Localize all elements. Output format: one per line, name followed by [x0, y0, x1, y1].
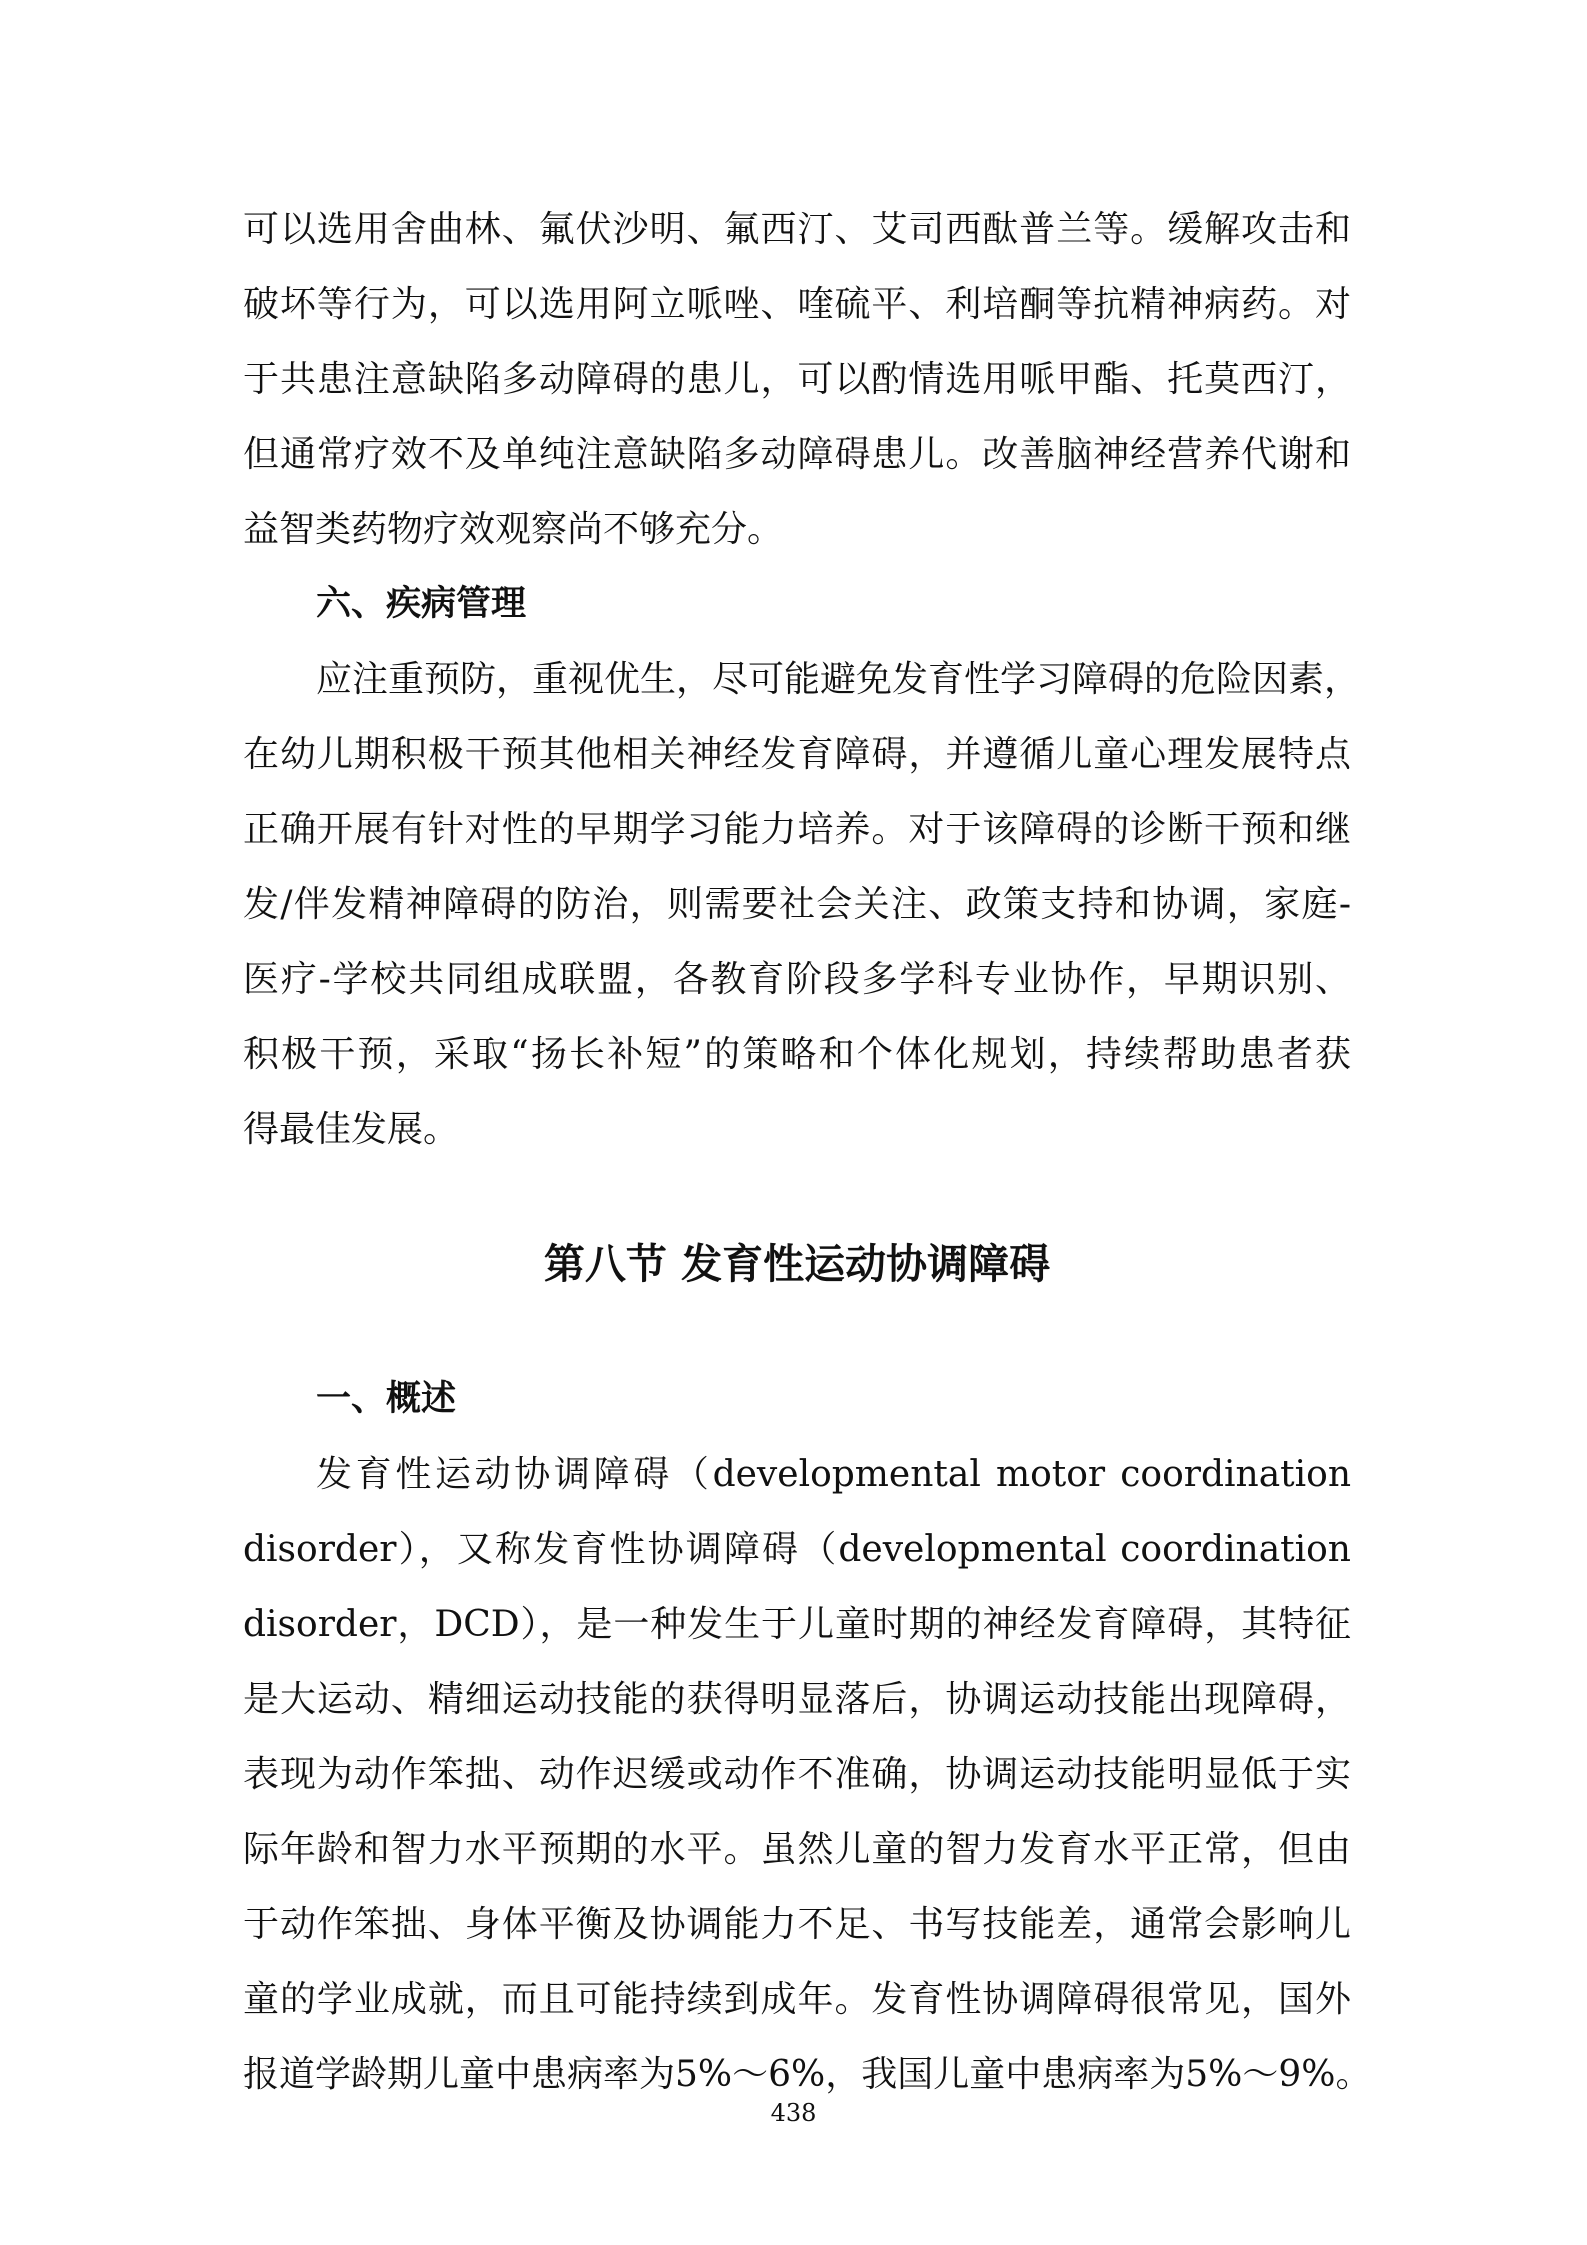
- text-line: 际年龄和智力水平预期的水平。虽然儿童的智力发育水平正常，但由: [243, 1829, 1351, 1870]
- text-line: 于动作笨拙、身体平衡及协调能力不足、书写技能差，通常会影响儿: [243, 1904, 1351, 1945]
- text-line: 正确开展有针对性的早期学习能力培养。对于该障碍的诊断干预和继: [243, 809, 1351, 850]
- text-line: 于共患注意缺陷多动障碍的患儿，可以酌情选用哌甲酯、托莫西汀，: [243, 359, 1351, 400]
- text-line: 报道学龄期儿童中患病率为5%～6%，我国儿童中患病率为5%～9%。: [243, 2054, 1372, 2095]
- page-body: [243, 192, 1372, 2112]
- text-line: 是大运动、精细运动技能的获得明显落后，协调运动技能出现障碍，: [243, 1679, 1351, 1720]
- paragraph-management: [243, 642, 1361, 1167]
- heading-disease-management: 六、疾病管理: [316, 584, 527, 624]
- heading-overview: 一、概述: [316, 1379, 457, 1419]
- text-line: 但通常疗效不及单纯注意缺陷多动障碍患儿。改善脑神经营养代谢和: [243, 434, 1351, 475]
- paragraph-medication: [243, 192, 1351, 567]
- text-line: 在幼儿期积极干预其他相关神经发育障碍，并遵循儿童心理发展特点: [243, 734, 1351, 775]
- text-line: 可以选用舍曲林、氟伏沙明、氟西汀、艾司西酞普兰等。缓解攻击和: [243, 209, 1351, 250]
- text-line: 发/伴发精神障碍的防治，则需要社会关注、政策支持和协调，家庭-: [243, 884, 1351, 925]
- text-line: 破坏等行为，可以选用阿立哌唑、喹硫平、利培酮等抗精神病药。对: [243, 284, 1351, 325]
- page-number: 438: [770, 2099, 817, 2127]
- text-line: 童的学业成就，而且可能持续到成年。发育性协调障碍很常见，国外: [243, 1979, 1351, 2020]
- text-line: 发育性运动协调障碍（developmental motor coordination: [316, 1454, 1351, 1495]
- text-line: disorder，DCD），是一种发生于儿童时期的神经发育障碍，其特征: [243, 1604, 1351, 1645]
- paragraph-overview: [243, 1437, 1372, 2112]
- text-line: 表现为动作笨拙、动作迟缓或动作不准确，协调运动技能明显低于实: [243, 1754, 1351, 1795]
- section-title: 第八节 发育性运动协调障碍: [543, 1240, 1051, 1288]
- text-line: 应注重预防，重视优生，尽可能避免发育性学习障碍的危险因素，: [316, 659, 1361, 700]
- text-line: disorder），又称发育性协调障碍（developmental coordination: [243, 1529, 1351, 1570]
- text-line: 医疗-学校共同组成联盟，各教育阶段多学科专业协作，早期识别、: [243, 959, 1351, 1000]
- text-line: 积极干预，采取“扬长补短”的策略和个体化规划，持续帮助患者获: [243, 1034, 1351, 1075]
- text-line: 益智类药物疗效观察尚不够充分。: [243, 509, 784, 550]
- text-line: 得最佳发展。: [243, 1109, 460, 1150]
